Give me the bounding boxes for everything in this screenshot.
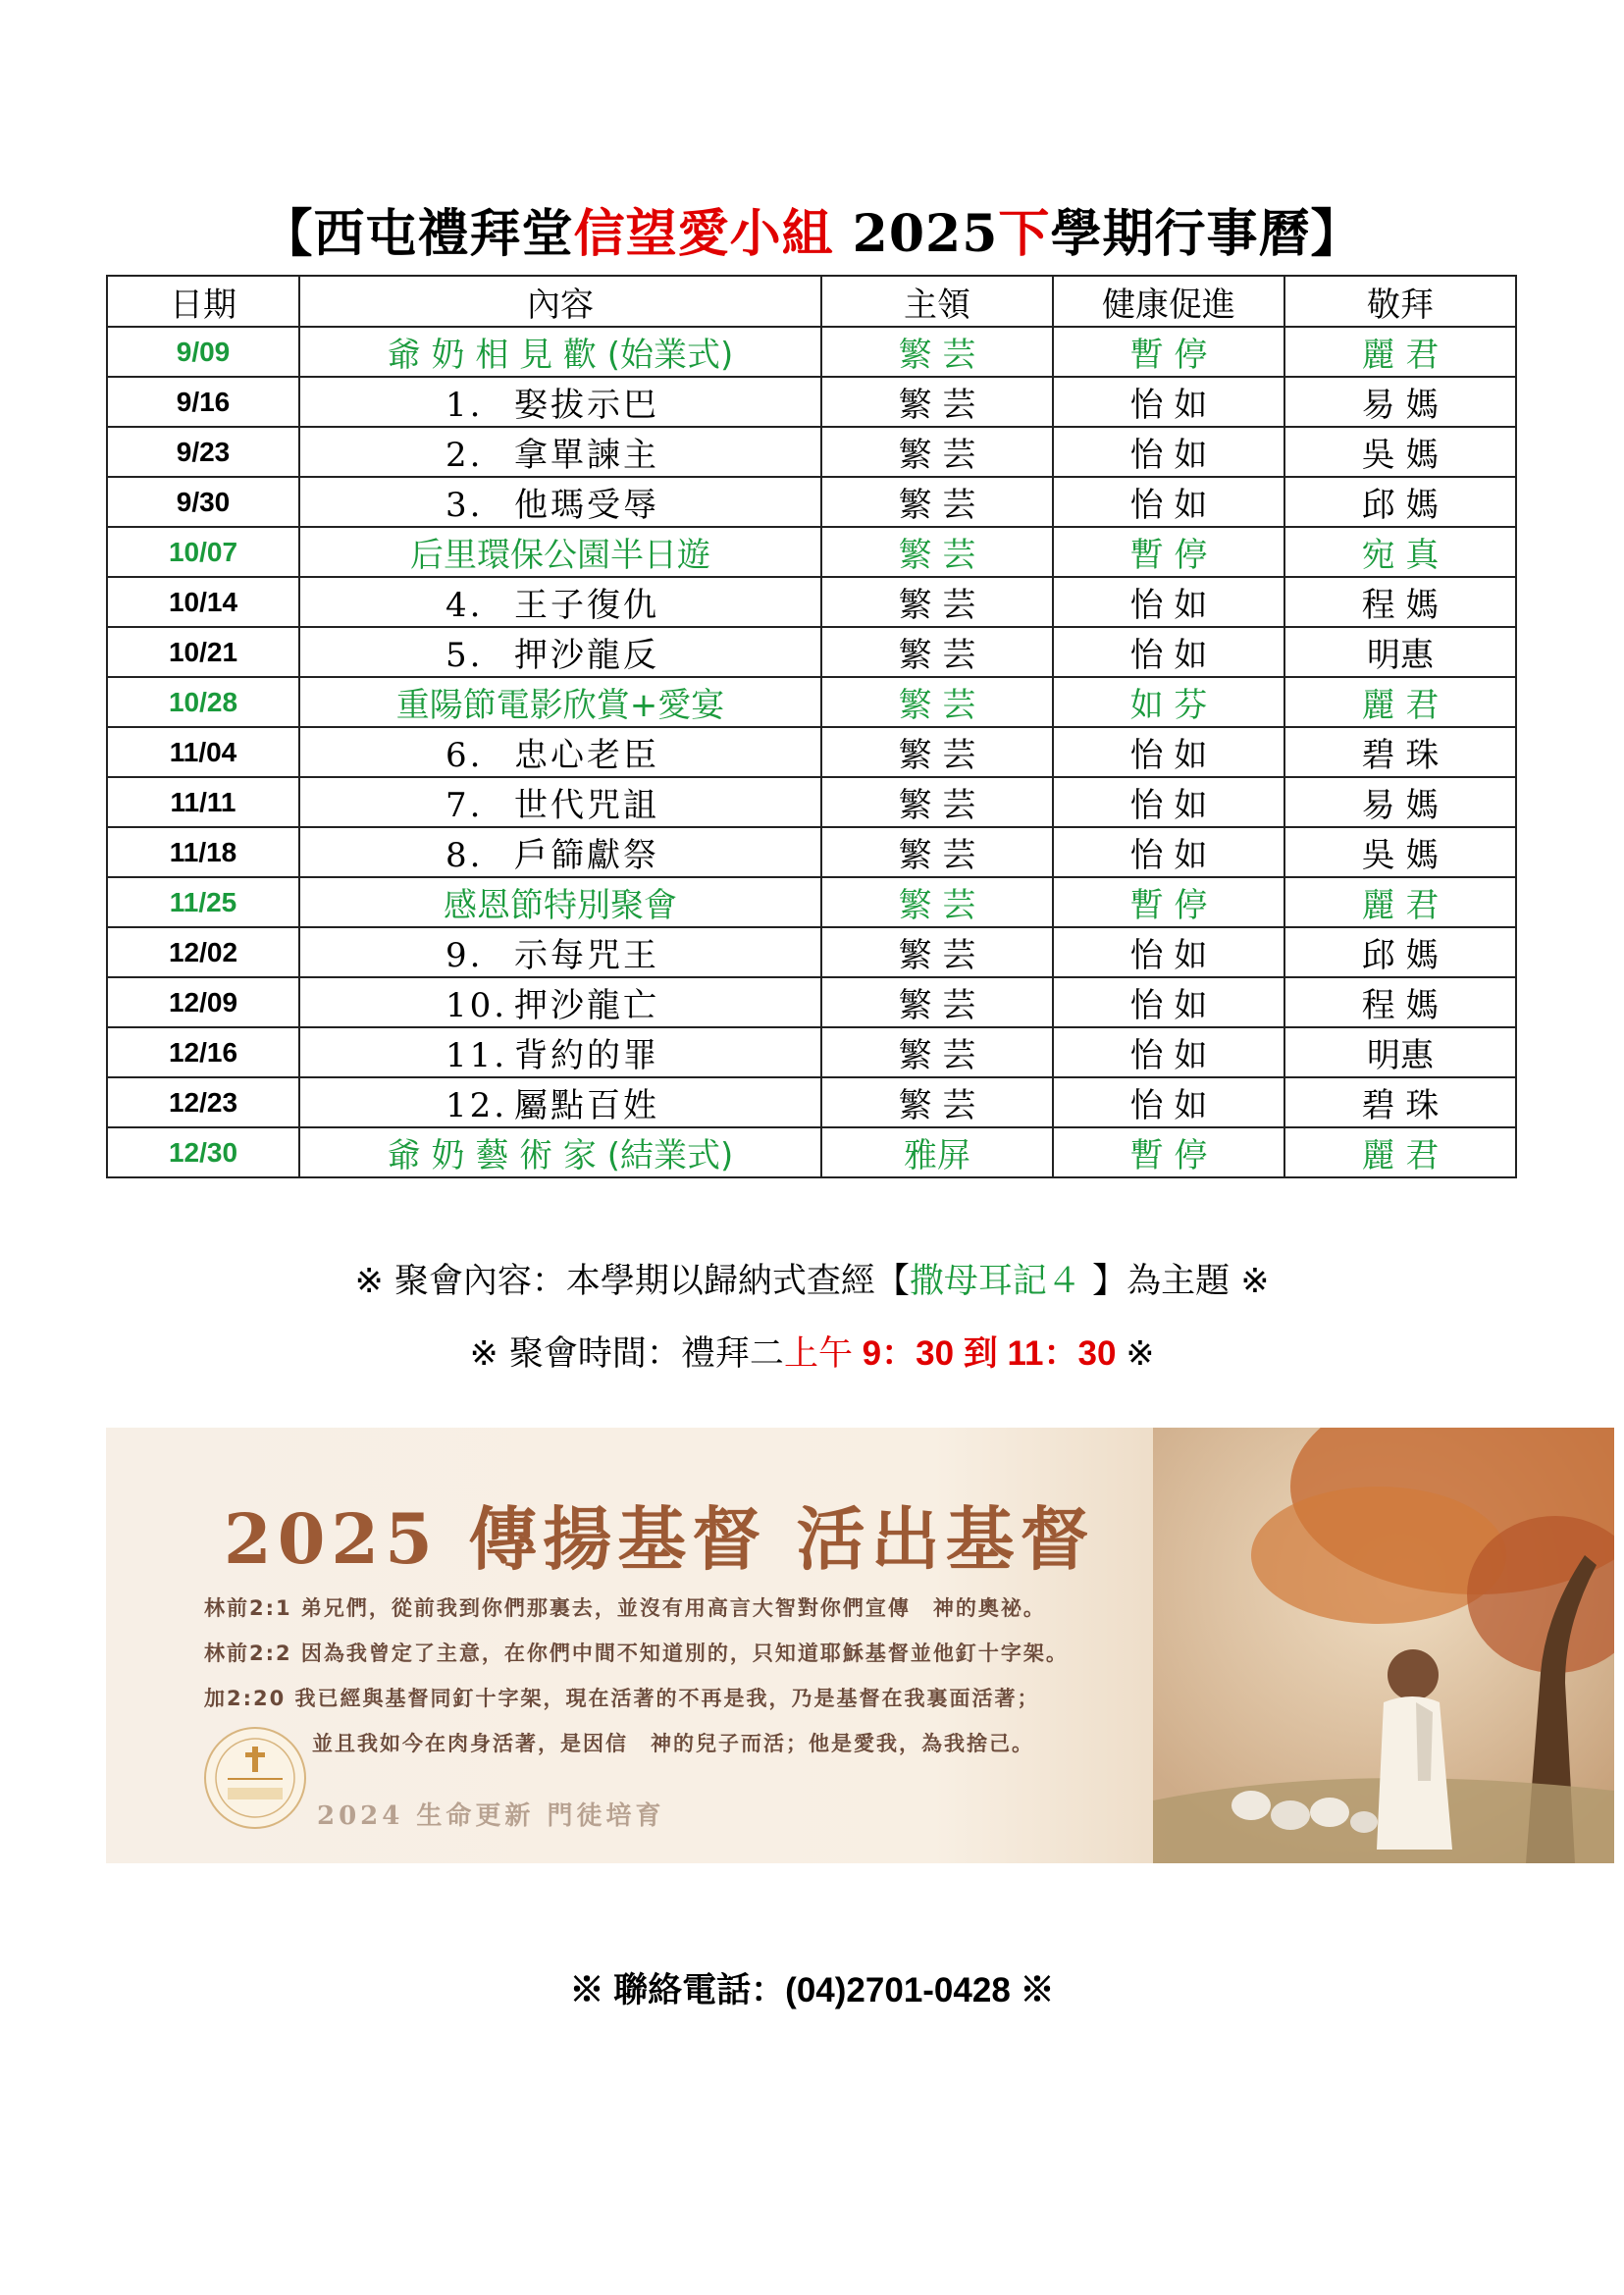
table-row	[107, 477, 1516, 527]
lesson-title: 爺 奶 藝 術 家 (結業式)	[387, 1136, 734, 1175]
table-row	[107, 977, 1516, 1027]
banner-verse-2: 林前2:2 因為我曾定了主意，在你們中間不知道別的，只知道耶穌基督並他釘十字架。	[204, 1642, 1069, 1665]
lesson-title: 娶拔示巴	[514, 386, 659, 425]
header-date: 日期	[107, 276, 299, 327]
row-worship: 麗 君	[1284, 677, 1516, 727]
row-date: 10/14	[107, 577, 299, 627]
lesson-title: 拿單諫主	[514, 436, 659, 475]
table-row	[107, 327, 1516, 377]
church-seal-logo	[204, 1727, 306, 1829]
banner-verse-1: 林前2:1 弟兄們，從前我到你們那裏去，並沒有用高言大智對你們宣傳 神的奧祕。	[204, 1596, 1046, 1620]
row-leader: 繁 芸	[821, 377, 1053, 427]
row-health: 怡 如	[1053, 627, 1284, 677]
row-content	[299, 977, 821, 1027]
row-leader: 繁 芸	[821, 327, 1053, 377]
row-date: 9/23	[107, 427, 299, 477]
row-health: 怡 如	[1053, 977, 1284, 1027]
contact-phone	[0, 1963, 1624, 2012]
time-note-range: 9：30 到 11：30	[852, 1334, 1126, 1373]
row-worship: 邱 媽	[1284, 477, 1516, 527]
banner-motto: 2024 生命更新 門徒培育	[317, 1801, 665, 1831]
row-content	[299, 1077, 821, 1127]
lesson-number: 10.	[445, 986, 508, 1025]
banner-headline: 2025 傳揚基督 活出基督	[224, 1498, 1095, 1580]
lesson-title: 王子復仇	[514, 586, 659, 625]
row-date: 9/30	[107, 477, 299, 527]
table-row	[107, 677, 1516, 727]
row-worship: 明惠	[1284, 627, 1516, 677]
lesson-number: 11.	[445, 1036, 508, 1075]
row-worship: 麗 君	[1284, 327, 1516, 377]
row-health: 怡 如	[1053, 477, 1284, 527]
cross-icon	[206, 1729, 304, 1827]
lesson-title: 押沙龍亡	[514, 986, 659, 1025]
row-leader: 繁 芸	[821, 1077, 1053, 1127]
table-row	[107, 927, 1516, 977]
lesson-title: 世代咒詛	[514, 786, 659, 825]
content-note-theme: 撒母耳記４	[909, 1262, 1081, 1301]
row-worship: 吳 媽	[1284, 427, 1516, 477]
row-content	[299, 427, 821, 477]
meeting-content-note	[0, 1254, 1624, 1303]
row-leader: 繁 芸	[821, 677, 1053, 727]
row-date: 9/09	[107, 327, 299, 377]
lesson-title: 后里環保公園半日遊	[410, 536, 710, 575]
row-date: 10/28	[107, 677, 299, 727]
row-health: 暫 停	[1053, 877, 1284, 927]
table-row	[107, 377, 1516, 427]
table-row	[107, 777, 1516, 827]
header-worship: 敬拜	[1284, 276, 1516, 327]
lesson-number: 3.	[445, 486, 484, 525]
content-note-prefix: ※ 聚會內容：本學期以歸納式查經【	[354, 1262, 910, 1301]
lesson-title: 背約的罪	[514, 1036, 659, 1075]
row-health: 怡 如	[1053, 727, 1284, 777]
row-leader: 繁 芸	[821, 977, 1053, 1027]
row-worship: 碧 珠	[1284, 727, 1516, 777]
table-row	[107, 1127, 1516, 1177]
row-health: 暫 停	[1053, 1127, 1284, 1177]
row-leader: 繁 芸	[821, 1027, 1053, 1077]
row-worship: 程 媽	[1284, 577, 1516, 627]
row-health: 怡 如	[1053, 777, 1284, 827]
time-note-suffix: ※	[1126, 1334, 1155, 1374]
row-leader: 繁 芸	[821, 527, 1053, 577]
title-suffix: 學期行事曆】	[1050, 204, 1363, 264]
row-worship: 麗 君	[1284, 877, 1516, 927]
row-date: 12/02	[107, 927, 299, 977]
table-row	[107, 427, 1516, 477]
row-content	[299, 577, 821, 627]
content-note-suffix: 】為主題 ※	[1080, 1262, 1270, 1301]
row-worship: 宛 真	[1284, 527, 1516, 577]
schedule-body	[107, 327, 1516, 1177]
meeting-time-note	[0, 1327, 1624, 1376]
lesson-number: 12.	[445, 1086, 508, 1125]
row-content	[299, 727, 821, 777]
table-row	[107, 727, 1516, 777]
lesson-number: 1.	[445, 386, 484, 425]
row-content	[299, 927, 821, 977]
row-date: 10/21	[107, 627, 299, 677]
row-health: 如 芬	[1053, 677, 1284, 727]
row-date: 11/11	[107, 777, 299, 827]
row-leader: 繁 芸	[821, 577, 1053, 627]
banner-verse-4: 並且我如今在肉身活著，是因信 神的兒子而活；他是愛我，為我捨己。	[312, 1732, 1034, 1755]
row-health: 怡 如	[1053, 427, 1284, 477]
row-date: 10/07	[107, 527, 299, 577]
page-title	[0, 192, 1624, 266]
header-content: 內容	[299, 276, 821, 327]
row-content	[299, 527, 821, 577]
row-date: 12/23	[107, 1077, 299, 1127]
lesson-title: 感恩節特別聚會	[444, 886, 677, 925]
row-date: 11/25	[107, 877, 299, 927]
lesson-title: 他瑪受辱	[514, 486, 659, 525]
row-content	[299, 877, 821, 927]
lesson-number: 8.	[445, 836, 484, 875]
lesson-title: 忠心老臣	[514, 736, 659, 775]
row-worship: 易 媽	[1284, 777, 1516, 827]
lesson-title: 屬點百姓	[514, 1086, 659, 1125]
title-term: 下	[998, 204, 1051, 264]
theme-banner	[106, 1428, 1614, 1863]
row-date: 12/16	[107, 1027, 299, 1077]
row-leader: 繁 芸	[821, 627, 1053, 677]
row-content	[299, 477, 821, 527]
row-content	[299, 827, 821, 877]
row-health: 怡 如	[1053, 377, 1284, 427]
table-row	[107, 877, 1516, 927]
lesson-number: 2.	[445, 436, 484, 475]
row-health: 怡 如	[1053, 927, 1284, 977]
row-leader: 繁 芸	[821, 777, 1053, 827]
row-worship: 邱 媽	[1284, 927, 1516, 977]
row-content	[299, 1127, 821, 1177]
table-row	[107, 827, 1516, 877]
row-date: 11/04	[107, 727, 299, 777]
table-header-row	[107, 276, 1516, 327]
row-leader: 繁 芸	[821, 827, 1053, 877]
row-leader: 繁 芸	[821, 727, 1053, 777]
contact-phone-text: ※ 聯絡電話：(04)2701-0428 ※	[569, 1971, 1055, 2009]
row-leader: 繁 芸	[821, 477, 1053, 527]
row-leader: 繁 芸	[821, 427, 1053, 477]
row-content	[299, 327, 821, 377]
row-health: 怡 如	[1053, 1027, 1284, 1077]
title-group: 信望愛小組	[573, 204, 834, 264]
row-date: 12/09	[107, 977, 299, 1027]
row-worship: 吳 媽	[1284, 827, 1516, 877]
time-note-am: 上午	[783, 1334, 853, 1374]
row-content	[299, 677, 821, 727]
row-worship: 程 媽	[1284, 977, 1516, 1027]
row-leader: 繁 芸	[821, 927, 1053, 977]
lesson-title: 示每咒王	[514, 936, 659, 975]
lesson-title: 押沙龍反	[514, 636, 659, 675]
row-worship: 易 媽	[1284, 377, 1516, 427]
header-health: 健康促進	[1053, 276, 1284, 327]
banner-verse-3: 加2:20 我已經與基督同釘十字架，現在活著的不再是我，乃是基督在我裏面活著；	[204, 1687, 1040, 1710]
row-health: 怡 如	[1053, 577, 1284, 627]
row-date: 9/16	[107, 377, 299, 427]
row-date: 11/18	[107, 827, 299, 877]
row-health: 怡 如	[1053, 827, 1284, 877]
row-leader: 雅屏	[821, 1127, 1053, 1177]
header-leader: 主領	[821, 276, 1053, 327]
lesson-title: 戶篩獻祭	[514, 836, 659, 875]
row-worship: 明惠	[1284, 1027, 1516, 1077]
lesson-title: 重陽節電影欣賞+愛宴	[395, 686, 725, 725]
lesson-number: 7.	[445, 786, 484, 825]
row-content	[299, 627, 821, 677]
row-worship: 麗 君	[1284, 1127, 1516, 1177]
row-content	[299, 1027, 821, 1077]
row-content	[299, 377, 821, 427]
table-row	[107, 627, 1516, 677]
row-health: 暫 停	[1053, 327, 1284, 377]
time-note-prefix: ※ 聚會時間：禮拜二	[469, 1334, 784, 1374]
lesson-title: 爺 奶 相 見 歡 (始業式)	[387, 336, 734, 375]
row-leader: 繁 芸	[821, 877, 1053, 927]
row-worship: 碧 珠	[1284, 1077, 1516, 1127]
lesson-number: 6.	[445, 736, 484, 775]
jesus-shepherd-painting	[1153, 1428, 1614, 1863]
lesson-number: 4.	[445, 586, 484, 625]
title-church: 【西屯禮拜堂	[261, 204, 574, 264]
row-date: 12/30	[107, 1127, 299, 1177]
title-year: 2025	[833, 204, 999, 264]
table-row	[107, 1077, 1516, 1127]
row-health: 暫 停	[1053, 527, 1284, 577]
lesson-number: 9.	[445, 936, 484, 975]
row-content	[299, 777, 821, 827]
table-row	[107, 577, 1516, 627]
schedule-table	[106, 275, 1517, 1178]
table-row	[107, 1027, 1516, 1077]
row-health: 怡 如	[1053, 1077, 1284, 1127]
lesson-number: 5.	[445, 636, 484, 675]
table-row	[107, 527, 1516, 577]
